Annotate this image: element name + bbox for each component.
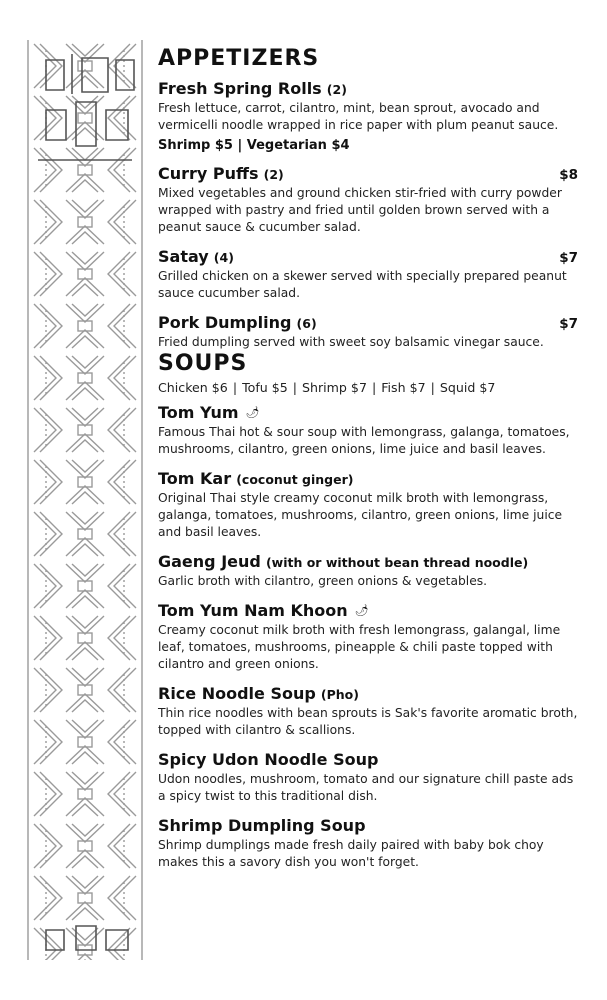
- item-note: (Pho): [320, 687, 359, 702]
- item-name: Rice Noodle Soup: [158, 684, 316, 703]
- item-price: $7: [559, 250, 578, 266]
- item-description: Garlic broth with cilantro, green onions & vegetables.: [158, 574, 488, 588]
- menu-item-spicy-udon-noodle-soup: [158, 750, 578, 805]
- item-note: (6): [296, 316, 317, 331]
- item-description: Thin rice noodles with bean sprouts is Sak's favorite aromatic broth, topped with cilantro & scallions.: [158, 706, 578, 737]
- menu-item-gaeng-jeud: [158, 552, 578, 590]
- menu-item-pork-dumpling: [158, 313, 578, 351]
- menu-item-curry-puffs: [158, 164, 578, 236]
- chili-pepper-icon: 🌶: [245, 406, 260, 419]
- appetizers-heading: APPETIZERS: [158, 46, 320, 71]
- item-name: Satay: [158, 247, 209, 266]
- price-option: Fish $7: [381, 380, 426, 395]
- menu-item-tom-kar: [158, 469, 578, 541]
- price-option: Tofu $5: [242, 380, 288, 395]
- item-description: Fresh lettuce, carrot, cilantro, mint, bean sprout, avocado and vermicelli noodle wrapped in rice paper with plum peanut sauce.: [158, 101, 559, 132]
- item-name: Spicy Udon Noodle Soup: [158, 750, 379, 769]
- decorative-border: [26, 40, 144, 960]
- menu-item-fresh-spring-rolls: [158, 79, 578, 153]
- item-description: Fried dumpling served with sweet soy balsamic vinegar sauce.: [158, 335, 544, 349]
- item-description: Mixed vegetables and ground chicken stir-fried with curry powder wrapped with pastry and fried until golden brown served with a peanut sauce & cucumber salad.: [158, 186, 562, 234]
- item-price: $7: [559, 316, 578, 332]
- item-note: (with or without bean thread noodle): [265, 555, 529, 570]
- item-name: Shrimp Dumpling Soup: [158, 816, 366, 835]
- menu-item-tom-yum-nam-khoon: [158, 601, 578, 673]
- item-name: Pork Dumpling: [158, 313, 292, 332]
- item-name: Tom Kar: [158, 469, 232, 488]
- ornament-pattern-icon: [26, 40, 144, 960]
- item-note: (2): [326, 82, 347, 97]
- item-description: Shrimp dumplings made fresh daily paired with baby bok choy makes this a savory dish you won't forget.: [158, 838, 544, 869]
- price-option: Squid $7: [439, 380, 496, 395]
- item-description: Creamy coconut milk broth with fresh lemongrass, galangal, lime leaf, tomatoes, mushrooms, pineapple & chili paste topped with cilantro and green onions.: [158, 623, 561, 671]
- chili-pepper-icon: 🌶: [354, 604, 369, 617]
- item-note: (2): [263, 167, 284, 182]
- soup-protein-prices: Chicken $6 | Tofu $5 | Shrimp $7 | Fish $7 | Squid $7: [158, 380, 496, 395]
- item-price-options: Shrimp $5 | Vegetarian $4: [158, 138, 350, 153]
- item-name: Fresh Spring Rolls: [158, 79, 322, 98]
- item-name: Curry Puffs: [158, 164, 259, 183]
- price-option: Chicken $6: [158, 380, 228, 395]
- item-description: Famous Thai hot & sour soup with lemongrass, galanga, tomatoes, mushrooms, cilantro, green onions, lime juice and basil leaves.: [158, 425, 570, 456]
- menu-item-satay: [158, 247, 578, 302]
- item-description: Udon noodles, mushroom, tomato and our signature chill paste ads a spicy twist to this traditional dish.: [158, 772, 574, 803]
- item-description: Original Thai style creamy coconut milk broth with lemongrass, galanga, tomatoes, mushrooms, cilantro, green onions, lime juice and basil leaves.: [158, 491, 563, 539]
- item-price: $8: [559, 167, 578, 183]
- item-note: (4): [213, 250, 234, 265]
- menu-content: [158, 46, 578, 871]
- item-name: Tom Yum: [158, 403, 239, 422]
- soups-heading: SOUPS: [158, 351, 248, 376]
- item-note: (coconut ginger): [236, 472, 354, 487]
- item-name: Gaeng Jeud: [158, 552, 261, 571]
- item-name: Tom Yum Nam Khoon: [158, 601, 348, 620]
- price-option: Shrimp $7: [302, 380, 367, 395]
- menu-item-shrimp-dumpling-soup: [158, 816, 578, 871]
- menu-item-rice-noodle-soup: [158, 684, 578, 739]
- item-description: Grilled chicken on a skewer served with specially prepared peanut sauce cucumber salad.: [158, 269, 567, 300]
- menu-item-tom-yum: [158, 403, 578, 458]
